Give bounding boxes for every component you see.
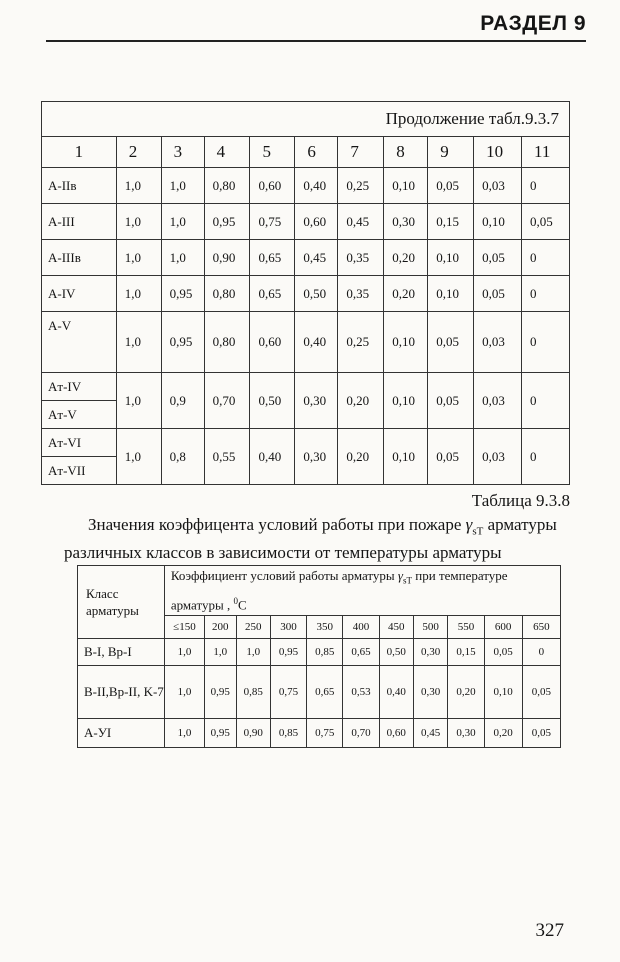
- temperature-cell: 450: [379, 615, 413, 638]
- table-cell: 0,20: [448, 665, 484, 718]
- class-header: Класс арматуры: [78, 566, 165, 639]
- table-cell: 0,05: [522, 718, 560, 747]
- table-cell: 0,30: [295, 373, 338, 429]
- row-label: Aт-IV: [42, 373, 117, 401]
- header-cell: 2: [116, 137, 161, 168]
- unit-label: C: [237, 596, 247, 612]
- table-cell: 0,03: [474, 429, 522, 485]
- page-header: [46, 10, 586, 42]
- gamma-subscript: sT: [403, 575, 413, 586]
- temperature-cell: 400: [343, 615, 379, 638]
- table-cell: 0,30: [295, 429, 338, 485]
- row-label: Aт-V: [42, 401, 117, 429]
- table-cell: 0,45: [295, 240, 338, 276]
- row-label: Aт-VI: [42, 429, 117, 457]
- table-row: [42, 373, 570, 401]
- table-cell: 0,40: [250, 429, 295, 485]
- table-cell: 0,85: [270, 718, 306, 747]
- table-cell: 0: [522, 373, 570, 429]
- table-cell: 0,95: [161, 276, 204, 312]
- table-cell: 0: [522, 168, 570, 204]
- table-cell: 0,75: [270, 665, 306, 718]
- table-cell: 0,60: [379, 718, 413, 747]
- temperature-cell: ≤150: [164, 615, 204, 638]
- degree-superscript: 0: [233, 595, 238, 606]
- table-9-3-8: [77, 565, 561, 748]
- temperature-cell: 650: [522, 615, 560, 638]
- table-cell: 0,40: [295, 312, 338, 373]
- table-cell: 0,10: [474, 204, 522, 240]
- table-cell: 1,0: [116, 373, 161, 429]
- table-cell: 0,10: [384, 429, 428, 485]
- page-number: 327: [535, 920, 564, 941]
- table-cell: 0,20: [384, 240, 428, 276]
- header-cell: 9: [428, 137, 474, 168]
- table-cell: 0,80: [204, 312, 250, 373]
- table-row: [78, 718, 561, 747]
- coefficient-header: [164, 566, 560, 616]
- table-cell: 0,65: [307, 665, 343, 718]
- table-cell: 1,0: [205, 638, 236, 665]
- row-label: B-I, Bp-I: [78, 638, 165, 665]
- table-cell: 1,0: [161, 240, 204, 276]
- temperature-cell: 550: [448, 615, 484, 638]
- table-cell: 0,95: [204, 204, 250, 240]
- table-cell: 0: [522, 276, 570, 312]
- table-cell: 0: [522, 638, 560, 665]
- table-cell: 0,30: [384, 204, 428, 240]
- table-cell: 0,05: [474, 276, 522, 312]
- table-cell: 0,9: [161, 373, 204, 429]
- table-cell: 0,50: [295, 276, 338, 312]
- table-cell: 0,10: [428, 240, 474, 276]
- gamma-symbol: γ: [397, 568, 404, 583]
- table-cell: 0,95: [205, 718, 236, 747]
- table-row: [42, 168, 570, 204]
- temperature-cell: 300: [270, 615, 306, 638]
- table-cell: 0,60: [250, 312, 295, 373]
- table-cell: 0,90: [236, 718, 270, 747]
- table-cell: 0,05: [428, 373, 474, 429]
- table-cell: 1,0: [116, 204, 161, 240]
- table-cell: 0,35: [338, 276, 384, 312]
- table-cell: 0,05: [484, 638, 522, 665]
- table-row: [42, 276, 570, 312]
- table-cell: 1,0: [236, 638, 270, 665]
- table-cell: 0,95: [205, 665, 236, 718]
- table-cell: 0,85: [307, 638, 343, 665]
- row-label: A-IIIв: [42, 240, 117, 276]
- row-label: B-II,Bp-II, K-7: [78, 665, 165, 718]
- table-cell: 0,05: [522, 665, 560, 718]
- table-cell: 0,8: [161, 429, 204, 485]
- header-cell: 3: [161, 137, 204, 168]
- header-cell: 4: [204, 137, 250, 168]
- table-row: [42, 429, 570, 457]
- table-cell: 0,25: [338, 312, 384, 373]
- table-cell: 1,0: [164, 665, 204, 718]
- table-cell: 0,10: [384, 168, 428, 204]
- section-title: РАЗДЕЛ 9: [480, 12, 586, 35]
- table-cell: 0,20: [338, 373, 384, 429]
- table-cell: 0,30: [413, 665, 447, 718]
- coef-text: Коэффициент условий работы арматуры: [170, 568, 398, 583]
- header-cell: 6: [295, 137, 338, 168]
- table-caption: [64, 514, 568, 564]
- table-cell: 1,0: [164, 718, 204, 747]
- table-cell: 1,0: [161, 168, 204, 204]
- header-cell: 11: [522, 137, 570, 168]
- table-cell: 0,90: [204, 240, 250, 276]
- gamma-subscript: sT: [472, 525, 484, 538]
- row-label: A-V: [42, 312, 117, 373]
- table-cell: 0,60: [295, 204, 338, 240]
- row-label: Aт-VII: [42, 457, 117, 485]
- table-cell: 0,40: [295, 168, 338, 204]
- table-row: [42, 312, 570, 373]
- table-cell: 0,80: [204, 276, 250, 312]
- table-cell: 0,20: [338, 429, 384, 485]
- row-label: A-IV: [42, 276, 117, 312]
- table-cell: 0,65: [250, 240, 295, 276]
- header-cell: 7: [338, 137, 384, 168]
- table-row: [42, 204, 570, 240]
- table-cell: 0,10: [428, 276, 474, 312]
- table-header-row: [42, 137, 570, 168]
- table-cell: 0,65: [343, 638, 379, 665]
- table-cell: 1,0: [116, 240, 161, 276]
- table-cell: 0,30: [448, 718, 484, 747]
- table-caption: Продолжение табл.9.3.7: [42, 102, 570, 137]
- temperature-cell: 500: [413, 615, 447, 638]
- table-row: [78, 638, 561, 665]
- table-cell: 0,25: [338, 168, 384, 204]
- table-cell: 0,50: [379, 638, 413, 665]
- table-cell: 0,70: [204, 373, 250, 429]
- table-cell: 0,60: [250, 168, 295, 204]
- table-9-3-7-continuation: [41, 101, 570, 485]
- table-cell: 0,05: [474, 240, 522, 276]
- table-cell: 0,85: [236, 665, 270, 718]
- table-cell: 1,0: [116, 276, 161, 312]
- header-cell: 1: [42, 137, 117, 168]
- table-title: Таблица 9.3.8: [471, 491, 570, 510]
- header-cell: 8: [384, 137, 428, 168]
- table-cell: 0,03: [474, 312, 522, 373]
- table-cell: 0,15: [448, 638, 484, 665]
- header-cell: 10: [474, 137, 522, 168]
- table-cell: 0: [522, 240, 570, 276]
- table-cell: 0,70: [343, 718, 379, 747]
- temperature-cell: 350: [307, 615, 343, 638]
- gamma-symbol: γ: [465, 515, 473, 534]
- caption-text-end: арматуры различных классов в зависимости от температуры арматуры: [64, 515, 557, 563]
- table-cell: 0: [522, 312, 570, 373]
- table-cell: 0,20: [384, 276, 428, 312]
- table-cell: 0,65: [250, 276, 295, 312]
- table-row: [78, 665, 561, 718]
- temperature-cell: 200: [205, 615, 236, 638]
- header-cell: 5: [250, 137, 295, 168]
- table-cell: 0,55: [204, 429, 250, 485]
- table-cell: 0,80: [204, 168, 250, 204]
- table-cell: 1,0: [116, 429, 161, 485]
- table-cell: 0,45: [338, 204, 384, 240]
- table-cell: 1,0: [161, 204, 204, 240]
- table-cell: 0,53: [343, 665, 379, 718]
- table-cell: 0,05: [428, 429, 474, 485]
- caption-text: Значения коэффицента условий работы при пожаре: [88, 515, 466, 534]
- row-label: A-III: [42, 204, 117, 240]
- temperature-cell: 600: [484, 615, 522, 638]
- table-cell: 0,05: [522, 204, 570, 240]
- table-cell: 0,05: [428, 168, 474, 204]
- table-cell: 0,15: [428, 204, 474, 240]
- table-cell: 0,03: [474, 373, 522, 429]
- table-cell: 1,0: [116, 168, 161, 204]
- table-cell: 0,03: [474, 168, 522, 204]
- temperature-cell: 250: [236, 615, 270, 638]
- table-cell: 0,50: [250, 373, 295, 429]
- table-cell: 0,75: [307, 718, 343, 747]
- row-label: A-IIв: [42, 168, 117, 204]
- table-cell: 0,30: [413, 638, 447, 665]
- table-cell: 0,10: [384, 312, 428, 373]
- table-cell: 0,40: [379, 665, 413, 718]
- table-cell: 1,0: [116, 312, 161, 373]
- table-cell: 0,10: [384, 373, 428, 429]
- table-cell: 0,45: [413, 718, 447, 747]
- table-cell: 0,05: [428, 312, 474, 373]
- table-row: [42, 240, 570, 276]
- table-cell: 1,0: [164, 638, 204, 665]
- table-cell: 0,75: [250, 204, 295, 240]
- row-label: A-УI: [78, 718, 165, 747]
- coef-text-mid: при температуре арматуры ,: [170, 568, 508, 612]
- table-cell: 0: [522, 429, 570, 485]
- table-cell: 0,20: [484, 718, 522, 747]
- table-cell: 0,95: [161, 312, 204, 373]
- table-cell: 0,10: [484, 665, 522, 718]
- table-cell: 0,95: [270, 638, 306, 665]
- table-cell: 0,35: [338, 240, 384, 276]
